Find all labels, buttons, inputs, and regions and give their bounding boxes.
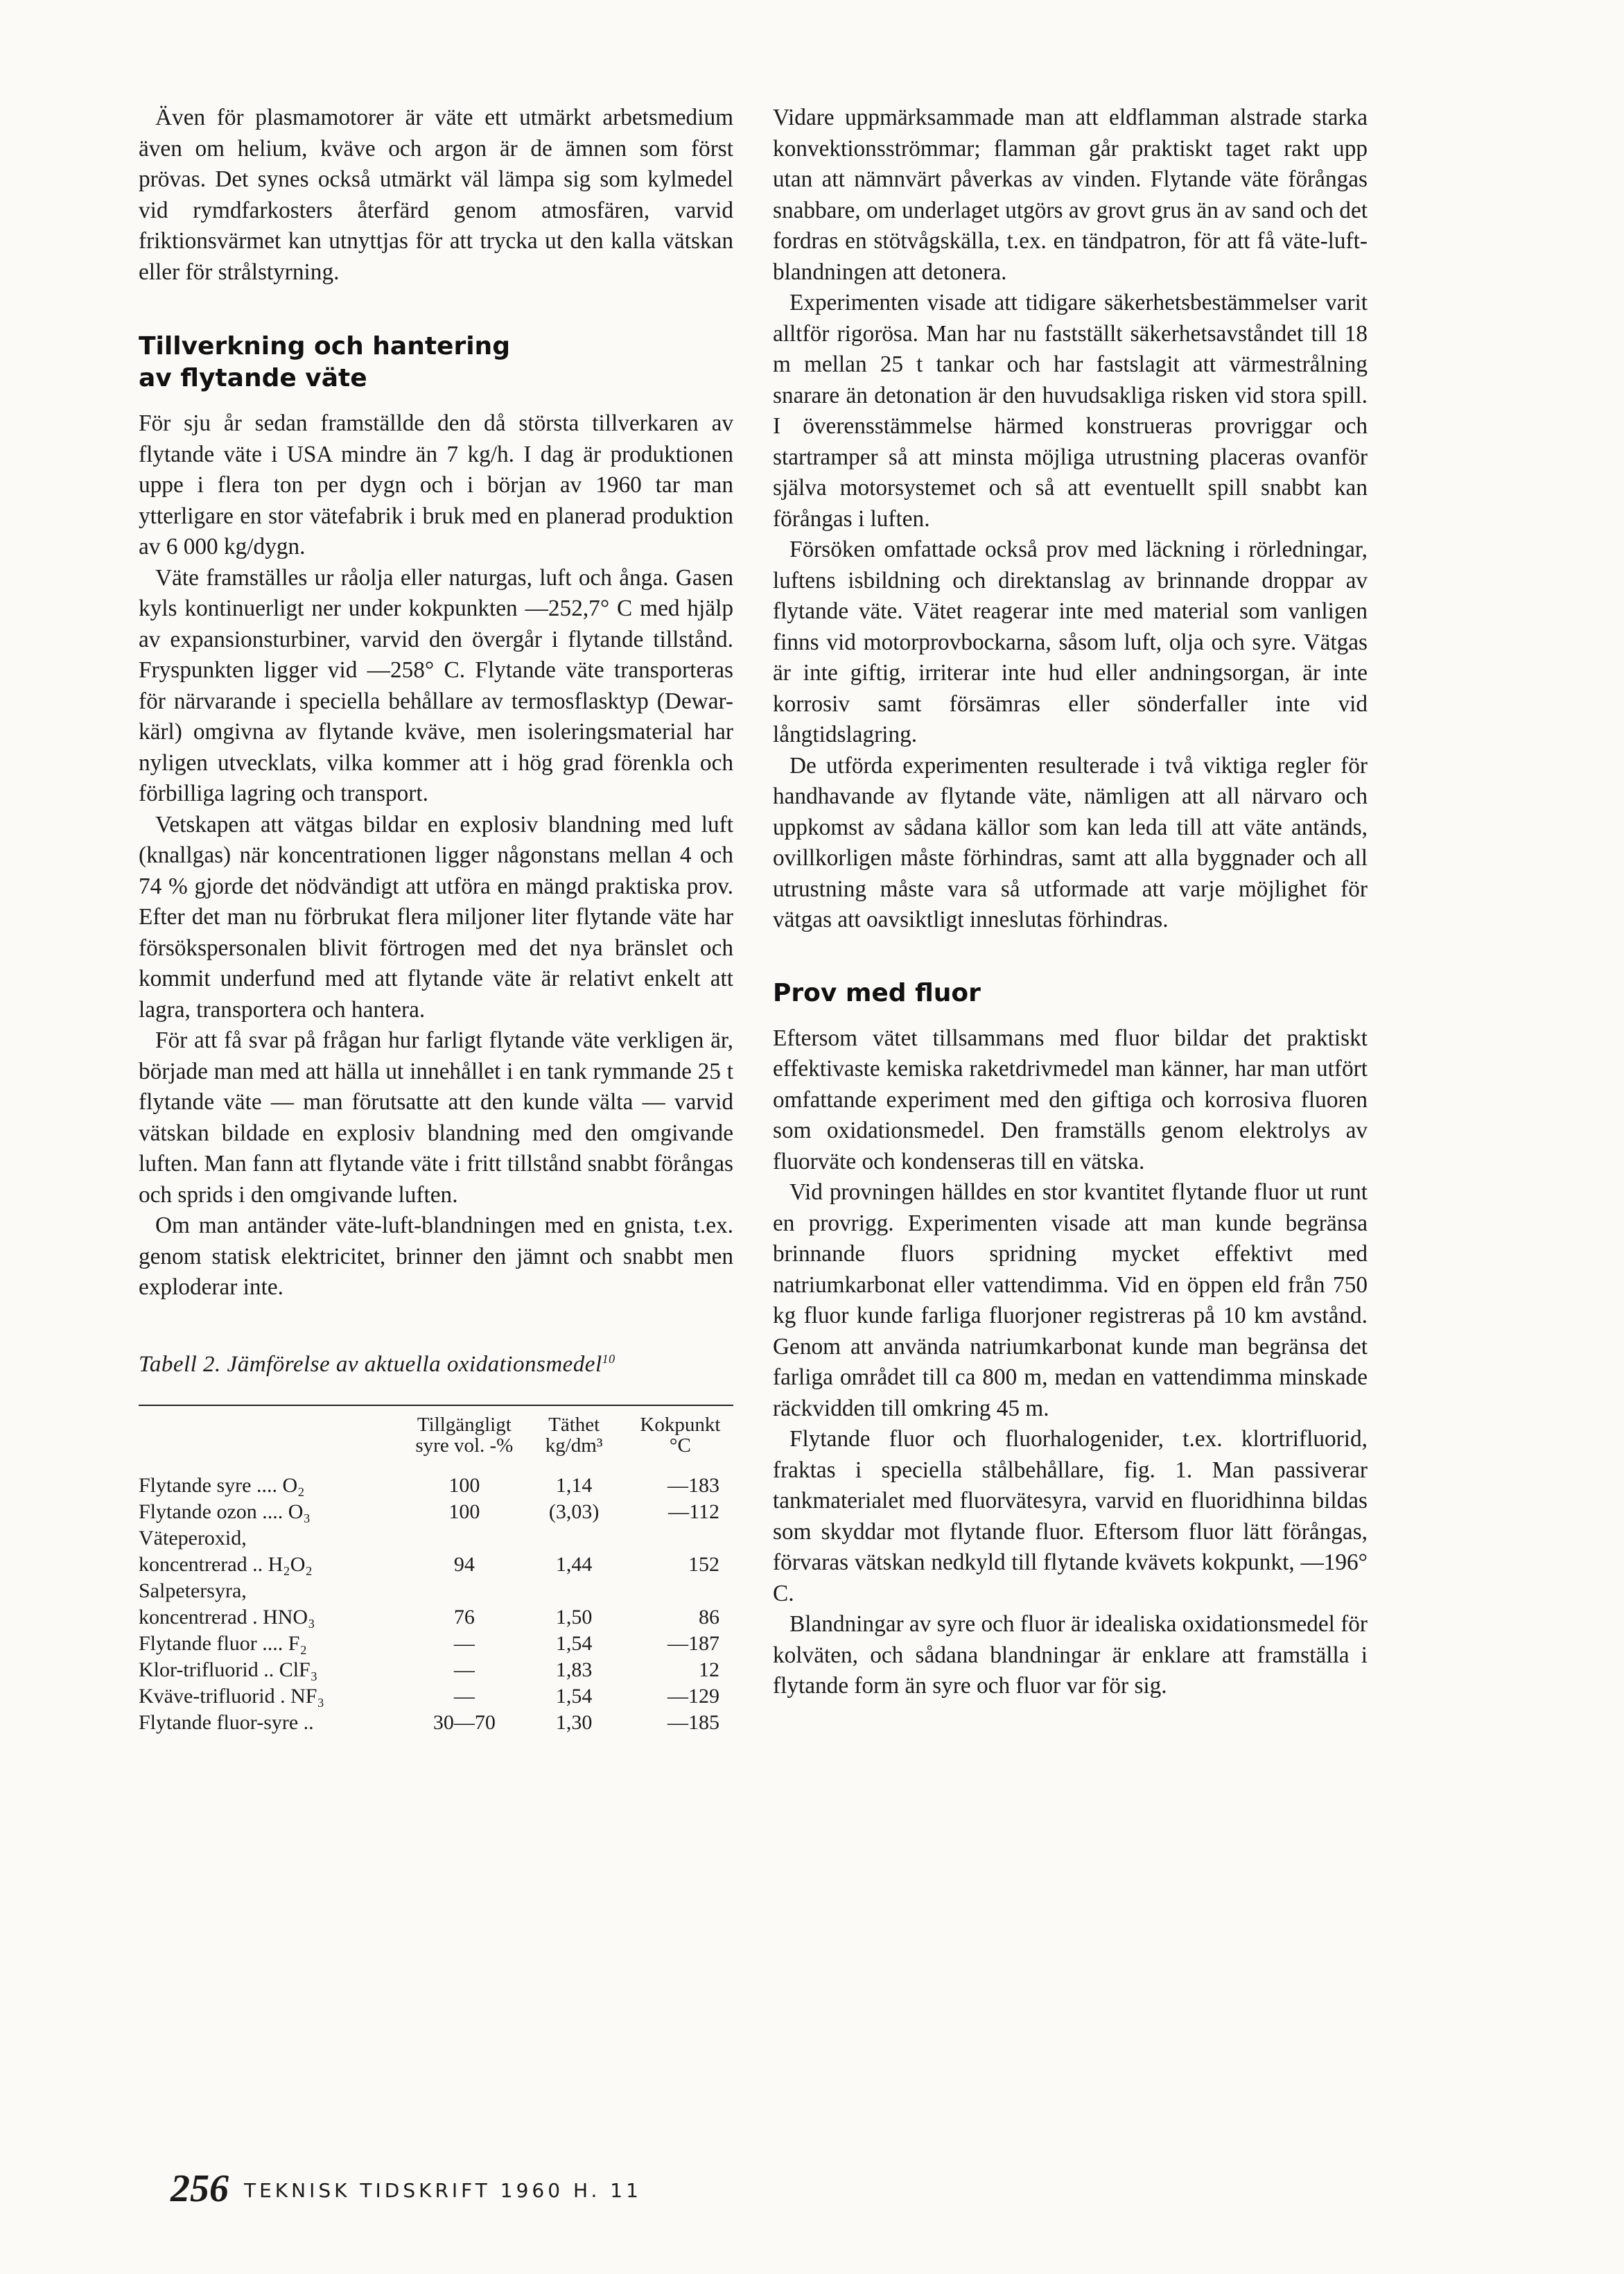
table-cell-available-oxygen [408,1525,521,1552]
table-header-available-oxygen: Tillgängligt syre vol. -% [415,1413,514,1457]
table-cell-name: Väteperoxid, [139,1526,247,1550]
table-cell-density: 1,30 [555,1710,593,1734]
table-cell-boiling-point: —129 [667,1684,719,1708]
table-header-density: Täthet kg/dm³ [545,1413,603,1457]
section-heading-fluorine: Prov med fluor [773,978,981,1007]
journal-name: TEKNISK TIDSKRIFT 1960 H. 11 [244,2179,642,2202]
table-row [139,1683,733,1710]
paragraph: Eftersom vätet tillsammans med fluor bildar det praktiskt effektivaste kemiska raketdrivmedel man känner, har man utfört omfattande experiment med den giftiga och korrosiva fluoren som oxidationsmedel. Den framställs genom elektrolys av fluorväte och kondenseras till en vätska. [773,1025,1368,1174]
table-cell-available-oxygen: — [453,1684,475,1708]
right-column [773,103,1368,1702]
table-cell-boiling-point [627,1578,733,1604]
paragraph: För sju år sedan framställde den då största tillverkaren av flytande väte i USA mindre än 7 kg/h. I dag är produktionen uppe i flera ton per dygn och i början av 1960 tar man ytterligare en stor vätefabrik i bruk med en planerad produktion av 6 000 kg/dygn. [139,410,733,559]
table-cell-name: Klor-trifluorid .. ClF₃ [139,1658,318,1681]
table-cell-boiling-point: 86 [699,1605,719,1629]
table-cell-name: Salpetersyra, [139,1579,247,1602]
table-cell-boiling-point: —112 [668,1500,719,1523]
table-cell-boiling-point: —185 [667,1710,719,1734]
table-row [139,1578,733,1604]
table-cell-name: koncentrerad . HNO₃ [139,1605,315,1629]
table-cell-density [521,1525,627,1552]
paragraph: Flytande fluor och fluorhalogenider, t.ex. klortrifluorid, fraktas i speciella stålbehållare, fig. 1. Man passiverar tankmaterialet med fluorvätesyra, varvid en fluoridhinna bildas som skyddar mot flytande fluor. Eftersom fluor lätt förångas, förvaras vätskan nedkyld till flytande kvävets kokpunkt, —196° C. [773,1426,1368,1606]
table-header-boiling-point: Kokpunkt °C [640,1413,721,1457]
table-cell-density [521,1578,627,1604]
table-caption: Tabell 2. Jämförelse av aktuella oxidationsmedel$^{10}$ [139,1351,615,1377]
table-row [139,1552,733,1578]
table-cell-density: 1,50 [555,1605,593,1629]
paragraph: Blandningar av syre och fluor är idealiska oxidationsmedel för kolväten, och sådana blandningar är enklare att framställa i flytande form än syre och fluor var för sig. [773,1611,1368,1699]
table-cell-boiling-point: 152 [688,1552,719,1576]
table-cell-density: 1,14 [555,1473,593,1497]
paragraph: Vetskapen att vätgas bildar en explosiv blandning med luft (knallgas) när koncentrationen ligger någonstans mellan 4 och 74 % gjorde det nödvändigt att utföra en mängd praktiska prov. Efter det man nu förbrukat flera miljoner liter flytande väte har försökspersonalen blivit förtrogen med det nya bränslet och kommit underfund med att flytande väte är relativt enkelt att lagra, transportera och hantera. [139,811,733,1023]
table-cell-density: (3,03) [548,1500,600,1523]
table-cell-boiling-point: —183 [667,1473,719,1497]
table-cell-name: Flytande fluor .... F₂ [139,1631,307,1655]
table-cell-available-oxygen: — [453,1658,475,1681]
table-cell-available-oxygen: 76 [453,1605,475,1629]
paragraph: Vid provningen hälldes en stor kvantitet flytande fluor ut runt en provrigg. Experimenten visade att man kunde begränsa brinnande fluors spridning mycket effektivt med natriumkarbonat eller vattendimma. Vid en öppen eld från 750 kg fluor kunde farliga fluorjoner registreras på 10 km avstånd. Genom att använda natriumkarbonat kunde man begränsa det farliga området till ca 800 m, medan en vattendimma minskade räckvidden till omkring 45 m. [773,1179,1368,1421]
table-cell-available-oxygen: 30—70 [433,1710,496,1734]
table-cell-boiling-point: —187 [667,1631,719,1655]
table-header-name [139,1414,408,1456]
table-cell-density: 1,44 [555,1552,593,1576]
page-footer [171,2167,642,2211]
table-cell-name: Flytande fluor-syre .. [139,1710,314,1734]
paragraph: Om man antänder väte-luft-blandningen med en gnista, t.ex. genom statisk elektricitet, brinner den jämnt och snabbt men exploderar inte. [139,1213,733,1300]
table-cell-boiling-point [627,1525,733,1552]
paragraph: Väte framställes ur råolja eller naturgas, luft och ånga. Gasen kyls kontinuerligt ner under kokpunkten —252,7° C med hjälp av expansionsturbiner, varvid den övergår i flytande tillstånd. Fryspunkten ligger vid —258° C. Flytande väte transporteras för närvarande i speciella behållare av termosflasktyp (Dewar-kärl) omgivna av flytande kväve, men isoleringsmaterial har nyligen utvecklats, vilka kommer att i hög grad förenkla och förbilliga lagring och transport. [139,564,733,806]
table-cell-density: 1,54 [555,1631,593,1655]
table-row [139,1525,733,1552]
table-row [139,1499,733,1525]
table-cell-available-oxygen: 100 [448,1473,480,1497]
table-row [139,1631,733,1657]
table-row [139,1604,733,1631]
table-cell-density: 1,83 [555,1658,593,1681]
table-cell-available-oxygen: 94 [453,1552,475,1576]
table-row [139,1473,733,1499]
table-cell-density: 1,54 [555,1684,593,1708]
table-cell-name: koncentrerad .. H₂O₂ [139,1552,313,1576]
paragraph: De utförda experimenten resulterade i två viktiga regler för handhavande av flytande väte, nämligen att all närvaro och uppkomst av sådana källor som kan leda till att väte antänds, ovillkorligen måste förhindras, samt att alla byggnader och all utrustning måste vara så utformade att varje möjlighet för vätgas att oavsiktligt inneslutas förhindras. [773,752,1368,932]
table-cell-name: Kväve-trifluorid . NF₃ [139,1684,324,1708]
table-cell-boiling-point: 12 [699,1658,719,1681]
table-cell-available-oxygen: 100 [448,1500,480,1523]
table-cell-name: Flytande ozon .... O₃ [139,1500,311,1523]
oxidizer-comparison-table [139,1414,733,1736]
paragraph: Försöken omfattade också prov med läckning i rörledningar, luftens isbildning och direktanslag av brinnande droppar av flytande väte. Vätet reagerar inte med material som vanligen finns vid motorprovbockarna, såsom luft, olja och syre. Vätgas är inte giftig, irriterar inte hud eller andningsorgan, är inte korrosiv samt försämras eller sönderfaller inte vid långtidslagring. [773,537,1368,747]
table-row [139,1710,733,1736]
paragraph: Vidare uppmärksammade man att eldflamman alstrade starka konvektionsströmmar; flamman går praktiskt taget rakt upp utan att nämnvärt påverkas av vinden. Flytande väte förångas snabbare, om underlaget utgörs av grovt grus än av sand och det fordras en stötvågskälla, t.ex. en tändpatron, för att få väte-luft-blandningen att detonera. [773,105,1368,285]
table-row [139,1657,733,1683]
paragraph: För att få svar på frågan hur farligt flytande väte verkligen är, började man med att hälla ut innehållet i en tank rymmande 25 t flytande väte — man förutsatte att den kunde välta — varvid vätskan bildade en explosiv blandning med den omgivande luften. Man fann att flytande väte i fritt tillstånd snabbt förångas och sprids i den omgivande luften. [139,1027,733,1208]
table-cell-name: Flytande syre .... O₂ [139,1473,305,1497]
paragraph: Även för plasmamotorer är väte ett utmärkt arbetsmedium även om helium, kväve och argon är de ämnen som först prövas. Det synes också utmärkt väl lämpa sig som kylmedel vid rymdfarkosters återfärd genom atmosfären, varvid friktionsvärmet kan utnyttjas för att trycka ut den kalla vätskan eller för strålstyrning. [139,105,733,285]
table-cell-available-oxygen [408,1578,521,1604]
left-column [139,103,733,1736]
section-heading-manufacture: Tillverkning och hantering av flytande väte [139,332,510,392]
table-cell-available-oxygen: — [453,1631,475,1655]
page-number: 256 [171,2167,229,2210]
paragraph: Experimenten visade att tidigare säkerhetsbestämmelser varit alltför rigorösa. Man har nu fastställt säkerhetsavståndet till 18 m mellan 25 t tankar och har fastslagit att värmestrålning snarare än detonation är den huvudsakliga risken vid stora spill. I överensstämmelse härmed konstrueras provriggar och startramper så att minsta möjliga utrustning placeras ovanför själva motorsystemet och så att eventuellt spill snabbt kan förångas i luften. [773,290,1368,532]
